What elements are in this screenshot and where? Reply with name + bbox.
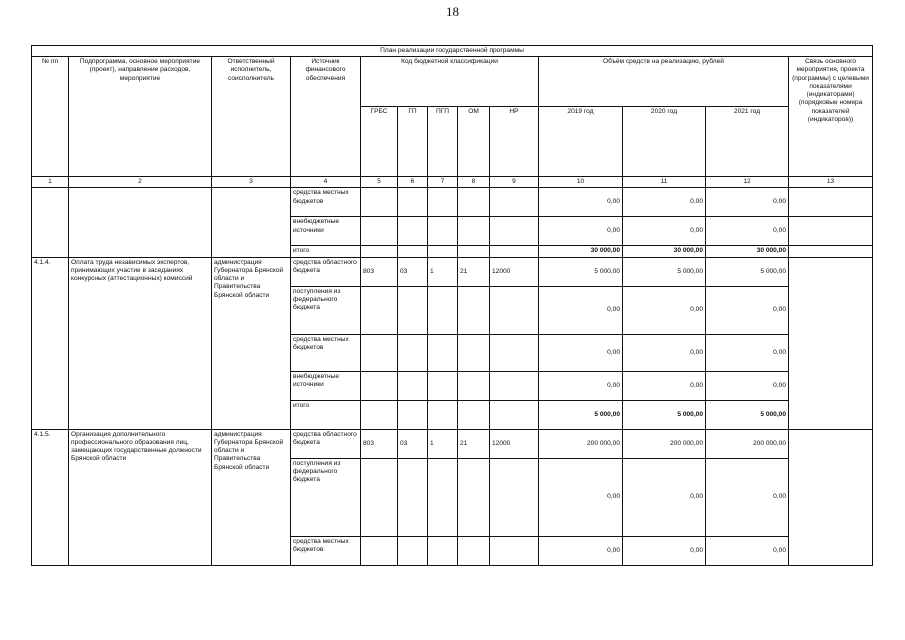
- table-row: [32, 257, 873, 286]
- page-number: 18: [446, 4, 459, 19]
- value-2019: 0,00: [539, 286, 623, 334]
- colnum-11: 11: [623, 177, 706, 188]
- colnum-6: 6: [398, 177, 428, 188]
- table-row: [32, 188, 873, 217]
- header-subprogram: Подпрограмма, основное мероприятие (проект), направление расходов, мероприятие: [69, 57, 212, 177]
- cell-empty: [32, 188, 69, 257]
- cell-empty: [212, 188, 291, 257]
- total-2019: 30 000,00: [539, 246, 623, 257]
- executor-name: администрация Губернатора Брянской области и Правительства Брянской области: [212, 257, 291, 429]
- value-2021: 0,00: [706, 217, 789, 246]
- source-cell: поступления из федерального бюджета: [291, 458, 361, 536]
- header-2021: 2021 год: [706, 107, 789, 177]
- link-cell: [789, 257, 873, 429]
- header-grbs: ГРБС: [361, 107, 398, 177]
- value-2020: 0,00: [623, 188, 706, 217]
- code-grbs: 803: [361, 257, 398, 286]
- value-2019: 5 000,00: [539, 257, 623, 286]
- colnum-2: 2: [69, 177, 212, 188]
- value-2019: 0,00: [539, 371, 623, 400]
- header-pgp: ПГП: [428, 107, 458, 177]
- row-number: 4.1.5.: [32, 429, 69, 565]
- source-cell: средства областного бюджета: [291, 257, 361, 286]
- row-number: 4.1.4.: [32, 257, 69, 429]
- code-pgp: 1: [428, 429, 458, 458]
- code-nr: 12000: [490, 429, 539, 458]
- code-gp: 03: [398, 257, 428, 286]
- source-cell: средства местных бюджетов: [291, 536, 361, 565]
- header-executor: Ответственный исполнитель, соисполнитель: [212, 57, 291, 177]
- table-title: План реализации государственной программы: [32, 46, 873, 57]
- value-2021: 0,00: [706, 536, 789, 565]
- header-om: ОМ: [458, 107, 490, 177]
- total-2021: 5 000,00: [706, 400, 789, 429]
- header-num: № пп: [32, 57, 69, 177]
- total-2019: 5 000,00: [539, 400, 623, 429]
- value-2021: 200 000,00: [706, 429, 789, 458]
- colnum-5: 5: [361, 177, 398, 188]
- value-2019: 0,00: [539, 217, 623, 246]
- value-2021: 0,00: [706, 371, 789, 400]
- source-cell: итого: [291, 246, 361, 257]
- colnum-9: 9: [490, 177, 539, 188]
- code-grbs: 803: [361, 429, 398, 458]
- link-cell: [789, 429, 873, 565]
- value-2020: 0,00: [623, 286, 706, 334]
- value-2019: 0,00: [539, 334, 623, 371]
- plan-table: [31, 45, 873, 566]
- header-volume: Объём средств на реализацию, рублей: [539, 57, 789, 107]
- code-om: 21: [458, 429, 490, 458]
- colnum-12: 12: [706, 177, 789, 188]
- value-2021: 0,00: [706, 334, 789, 371]
- header-2019: 2019 год: [539, 107, 623, 177]
- source-cell: внебюджетные источники: [291, 217, 361, 246]
- total-2020: 30 000,00: [623, 246, 706, 257]
- value-2019: 0,00: [539, 536, 623, 565]
- value-2020: 200 000,00: [623, 429, 706, 458]
- executor-name: администрация Губернатора Брянской области и Правительства Брянской области: [212, 429, 291, 565]
- measure-name: Организация дополнительного профессионального образования лиц, замещающих государственные должности Брянской области: [69, 429, 212, 565]
- value-2020: 5 000,00: [623, 257, 706, 286]
- colnum-4: 4: [291, 177, 361, 188]
- value-2020: 0,00: [623, 371, 706, 400]
- value-2020: 0,00: [623, 217, 706, 246]
- source-cell: средства областного бюджета: [291, 429, 361, 458]
- code-om: 21: [458, 257, 490, 286]
- measure-name: Оплата труда независимых экспертов, принимающих участие в заседаниях конкурсных (аттестационных) комиссий: [69, 257, 212, 429]
- code-nr: 12000: [490, 257, 539, 286]
- header-link: Связь основного мероприятия, проекта (программы) с целевыми показателями (индикаторами) (порядковые номера показателей (индикаторов)): [789, 57, 873, 177]
- value-2021: 0,00: [706, 286, 789, 334]
- code-pgp: 1: [428, 257, 458, 286]
- code-gp: 03: [398, 429, 428, 458]
- source-cell: средства местных бюджетов: [291, 188, 361, 217]
- value-2021: 0,00: [706, 188, 789, 217]
- cell-empty: [69, 188, 212, 257]
- colnum-7: 7: [428, 177, 458, 188]
- colnum-13: 13: [789, 177, 873, 188]
- header-2020: 2020 год: [623, 107, 706, 177]
- value-2019: 0,00: [539, 458, 623, 536]
- value-2021: 0,00: [706, 458, 789, 536]
- value-2020: 0,00: [623, 458, 706, 536]
- value-2021: 5 000,00: [706, 257, 789, 286]
- header-gp: ГП: [398, 107, 428, 177]
- colnum-10: 10: [539, 177, 623, 188]
- source-cell: поступления из федерального бюджета: [291, 286, 361, 334]
- total-2021: 30 000,00: [706, 246, 789, 257]
- source-cell: итого: [291, 400, 361, 429]
- colnum-1: 1: [32, 177, 69, 188]
- colnum-3: 3: [212, 177, 291, 188]
- header-nr: НР: [490, 107, 539, 177]
- header-budget-code: Код бюджетной классификации: [361, 57, 539, 107]
- table-row: [32, 429, 873, 458]
- value-2019: 200 000,00: [539, 429, 623, 458]
- header-source: Источник финансового обеспечения: [291, 57, 361, 177]
- value-2019: 0,00: [539, 188, 623, 217]
- source-cell: внебюджетные источники: [291, 371, 361, 400]
- value-2020: 0,00: [623, 536, 706, 565]
- source-cell: средства местных бюджетов: [291, 334, 361, 371]
- total-2020: 5 000,00: [623, 400, 706, 429]
- value-2020: 0,00: [623, 334, 706, 371]
- colnum-8: 8: [458, 177, 490, 188]
